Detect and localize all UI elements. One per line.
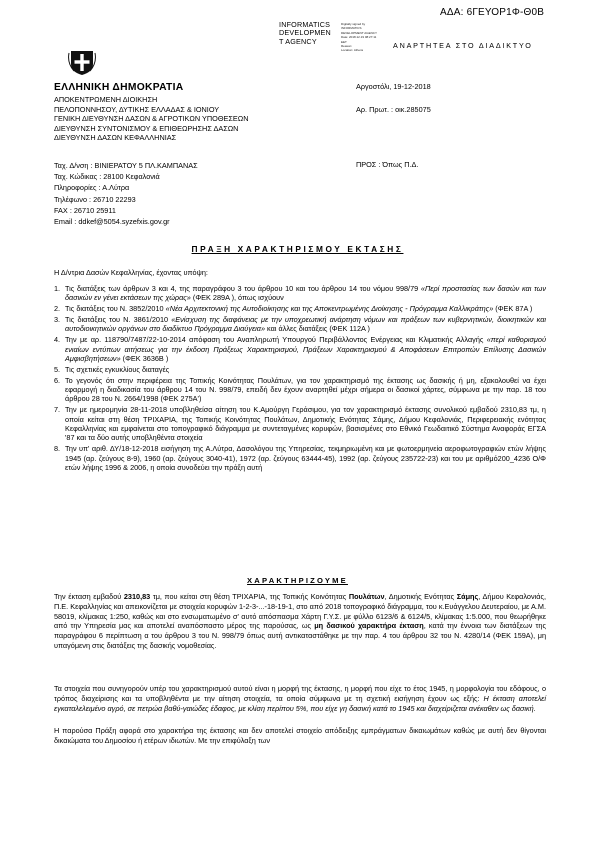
item-text: Τις διατάξεις των άρθρων 3 και 4, της παραγράφου 3 του άρθρου 10 και του άρθρου 14 του νόμου 998/79 bbox=[65, 284, 421, 293]
list-item bbox=[54, 335, 546, 363]
contact-details bbox=[54, 160, 198, 227]
sig-line: DEVELOPMENT AGENCY bbox=[341, 30, 377, 35]
list-item bbox=[54, 365, 546, 374]
area-value: 2310,83 bbox=[123, 592, 151, 601]
item-text: Την με ημερομηνία 28-11-2018 υποβληθείσα αίτηση του Κ.Αμούργη Γεράσιμου, για τον χαρακτηρισμό έκτασης συνολικού εμβαδού 2310,83 τμ, η οποία κείται στη θέση ΤΡΙΧΑΡΙΑ, της Τοπικής Κοινότητας Πουλάτων, Δημοτικής Ενότητας Σάμης, Δήμου Κεφαλονιάς, Περιφερειακής ενότητας Κεφαλληνίας και εμφαίνεται στο τοπογραφικό διάγραμμα με συντεταγμένες κορυφών, βασισμένες στο Εθνικό Γεωδαιτικό Σύστημα Αναφοράς ΕΓΣΑ '87 και τα δύο αυτής υποβληθέντα στοιχεία bbox=[65, 405, 546, 443]
sig-line: Location: Athens bbox=[341, 48, 364, 53]
para-text: , κατά την έννοια των διατάξεων της παραγράφου 6 περίπτωση α του άρθρου 3 του Ν. 998/79 όπως αυτή αντικαταστάθηκε με την παρ. 4 του άρθρου 32 του Ν. 4280/14 (ΦΕΚ 159Α), μη υπαγόμενη στις διατάξεις της δασικής νομοθεσίας. bbox=[54, 621, 546, 650]
place-date: Αργοστόλι, 19-12-2018 bbox=[356, 82, 431, 91]
para-text: τμ, που κείται στη θέση ΤΡΙΧΑΡΙΑ, της Τοπικής Κοινότητας bbox=[150, 592, 349, 601]
sig-line: Reason: bbox=[341, 44, 353, 49]
characterization-result: μη δασικού χαρακτήρα έκταση bbox=[314, 621, 424, 631]
item-italic-text: «Περί προστασίας των δασών και των δασικών εν γένει εκτάσεων της χώρας» bbox=[65, 284, 546, 303]
list-item bbox=[54, 376, 546, 404]
item-number: 3. bbox=[54, 315, 61, 324]
contact-address: Ταχ. Δ/νση : ΒΙΝΙΕΡΑΤΟΥ 5 ΠΛ.ΚΑΜΠΑΝΑΣ bbox=[54, 161, 198, 170]
contact-fax: FAX : 26710 25911 bbox=[54, 205, 116, 215]
authority-line: ΑΠΟΚΕΝΤΡΩΜΕΝΗ ΔΙΟΙΚΗΣΗ bbox=[54, 95, 158, 104]
decision-paragraph bbox=[54, 592, 546, 651]
item-italic-text: «περί καθορισμού ενιαίων εντύπων αιτήσεως για την έκδοση Πράξεως Χαρακτηρισμού, Πράξεων Χαρακτηρισμού & Αποφάσεων Επιτροπών Επίλυσης Δασικών Αμφισβητήσεων» bbox=[65, 335, 546, 364]
authority-line: ΓΕΝΙΚΗ ΔΙΕΥΘΥΝΣΗ ΔΑΣΩΝ & ΑΓΡΟΤΙΚΩΝ ΥΠΟΘΕΣΕΩΝ bbox=[54, 114, 249, 124]
list-item bbox=[54, 444, 546, 472]
item-number: 6. bbox=[54, 375, 61, 385]
item-text-tail: και άλλες διατάξεις (ΦΕΚ 112Α ) bbox=[265, 324, 370, 334]
sig-line: Date: 2018.12.19 08:27:11 bbox=[341, 35, 377, 40]
sig-line: EET bbox=[341, 39, 347, 44]
list-item bbox=[54, 284, 546, 303]
document-title: ΠΡΑΞΗ ΧΑΡΑΚΤΗΡΙΣΜΟΥ ΕΚΤΑΣΗΣ bbox=[191, 244, 404, 254]
list-item bbox=[54, 405, 546, 443]
item-number: 8. bbox=[54, 444, 61, 454]
considerations-list bbox=[54, 284, 546, 474]
item-number: 2. bbox=[54, 304, 61, 314]
item-number: 5. bbox=[54, 364, 61, 374]
item-number: 4. bbox=[54, 335, 61, 345]
list-item bbox=[54, 315, 546, 334]
justification-paragraph bbox=[54, 684, 546, 713]
para-text: , Δημοτικής Ενότητας bbox=[384, 592, 457, 601]
item-text-tail: (ΦΕΚ 87Α ) bbox=[493, 304, 533, 314]
item-text: Την υπ' αριθ. ΔΥ/18-12-2018 εισήγηση της Α.Λύτρα, Δασολόγου της Υπηρεσίας, τεκμηριωμένη και με φωτοερμηνεία αεροφωτογραφιών ετών λήψης 1945 (αρ. ζεύγους 8-9), 1960 (αρ. ζεύγους 3040-41), 1972 (αρ. ζεύγους 63444-45), 1992 (αρ. ζεύγους 235722-23) και του με αριθμό200_4236 Ο/Φ ετών λήψης 1996 & 2006, η οποία συνοδεύει την πράξη αυτή bbox=[65, 444, 546, 473]
item-text-tail: (ΦΕΚ 289Α ), όπως ισχύουν bbox=[190, 293, 284, 303]
sig-line: Digitally signed by bbox=[341, 22, 366, 26]
item-italic-text: «Ενίσχυση της διαφάνειας με την υποχρεωτική ανάρτηση νόμων και πράξεων των κυβερνητικών, διοικητικών και αυτοδιοικητικών οργάνων στο διαδίκτυο Πρόγραμμα Διαύγεια» bbox=[65, 315, 547, 334]
item-text: Την με αρ. 118790/7487/22-10-2014 απόφαση του Αναπληρωτή Υπουργού Περιβάλλοντος Ενέργειας και Κλιματικής Αλλαγής bbox=[65, 335, 487, 345]
contact-postcode: Ταχ. Κώδικας : 28100 Κεφαλονιά bbox=[54, 172, 160, 182]
item-number: 7. bbox=[54, 405, 61, 415]
republic-heading: ΕΛΛΗΝΙΚΗ ΔΗΜΟΚΡΑΤΙΑ bbox=[54, 82, 184, 93]
item-text: Τις διατάξεις του Ν. 3861/2010 bbox=[65, 315, 172, 324]
item-text: Τις σχετικές εγκυκλίους διαταγές bbox=[65, 364, 170, 374]
contact-info-person: Πληροφορίες : Α.Λύτρα bbox=[54, 183, 130, 193]
internet-posting-notice: ΑΝΑΡΤΗΤΕΑ ΣΤΟ ΔΙΑΔΙΚΤΥΟ bbox=[393, 41, 533, 50]
signature-agency-label bbox=[279, 21, 341, 46]
reservation-paragraph: Η παρούσα Πράξη αφορά στο χαρακτήρα της έκτασης και δεν αποτελεί στοιχείο απόδειξης εμπράγματων δικαιωμάτων καθώς με αυτή δεν θίγονται δικαιώματα του Δημοσίου ή ετέρων ιδιωτών. Με την επιφύλαξη των bbox=[54, 726, 546, 745]
authority-line: ΠΕΛΟΠΟΝΝΗΣΟΥ, ΔΥΤΙΚΗΣ ΕΛΛΑΔΑΣ & ΙΟΝΙΟΥ bbox=[54, 104, 220, 114]
digital-signature-details bbox=[341, 22, 391, 53]
agency-line-3: T AGENCY bbox=[279, 36, 317, 46]
authority-line: ΔΙΕΥΘΥΝΣΗ ΔΑΣΩΝ ΚΕΦΑΛΛΗΝΙΑΣ bbox=[54, 133, 177, 143]
ada-code: ΑΔΑ: 6ΓΕΥΟΡ1Φ-Θ0Β bbox=[440, 7, 545, 18]
agency-line-2: DEVELOPMEN bbox=[279, 28, 331, 38]
sig-line: INFORMATICS bbox=[341, 26, 362, 31]
decision-heading: ΧΑΡΑΚΤΗΡΙΖΟΥΜΕ bbox=[247, 576, 348, 585]
recipient: ΠΡΟΣ : Όπως Π.Δ. bbox=[356, 160, 419, 169]
para-italic-text: Η έκταση αποτελεί εγκαταλελειμένο αγρό, σε πετρώα βαθύ-γαιώδες έδαφος, με κλίση περίπου 5%, που είχε γη δασική κατά το 1945 και διαχείριζεται ανέκαθεν ως δασική. bbox=[54, 693, 546, 713]
para-text: Την έκταση εμβαδού bbox=[54, 592, 124, 601]
document-meta bbox=[356, 82, 431, 114]
community-name: Πουλάτων bbox=[348, 592, 385, 601]
item-number: 1. bbox=[54, 284, 61, 293]
intro-line: Η Δ/ντρια Δασών Κεφαλληνίας, έχοντας υπόψη: bbox=[54, 268, 208, 277]
item-text: Το γεγονός ότι στην περιφέρεια της Τοπικής Κοινότητας Πουλάτων, για τον χαρακτηρισμό της έκτασης ως δασικής ή μη, εξακολουθεί να έχει εφαρμογή η διαδικασία του άρθρου 14 του Ν. 998/79, επειδή δεν έχουν αναρτηθεί μέχρι σήμερα οι δασικοί χάρτες, σύμφωνα με την παρ. 18 του άρθρου 28 του Ν. 2664/1998 (ΦΕΚ 275Α') bbox=[65, 375, 546, 404]
para-text: Τα στοιχεία που συνηγορούν υπέρ του χαρακτηρισμού αυτού είναι η μορφή της έκτασης, η μορφή που είχε το έτος 1945, η μορφολογία του εδάφους, ο τρόπος διαχείρισης και τα υποβληθέντα με την αίτηση στοιχεία, τα οποία σύμφωνα με τη σχετική εισήγηση έχουν ως εξής: bbox=[54, 684, 546, 703]
list-item bbox=[54, 304, 546, 313]
item-text-tail: (ΦΕΚ 3636Β ) bbox=[120, 354, 169, 364]
contact-email[interactable]: Email : ddkef@5054.syzefxis.gov.gr bbox=[54, 217, 170, 227]
unit-name: Σάμης bbox=[456, 592, 479, 601]
authority-line: ΔΙΕΥΘΥΝΣΗ ΣΥΝΤΟΝΙΣΜΟΥ & ΕΠΙΘΕΩΡΗΣΗΣ ΔΑΣΩΝ bbox=[54, 123, 239, 133]
contact-phone: Τηλέφωνο : 26710 22293 bbox=[54, 194, 136, 204]
protocol-number: Αρ. Πρωτ. : οικ.285075 bbox=[356, 105, 431, 114]
greek-emblem-icon bbox=[68, 50, 96, 76]
item-italic-text: «Νέα Αρχιτεκτονική της Αυτοδιοίκησης και της Αποκεντρωμένης Διοίκησης - Πρόγραμμα Καλλικράτης» bbox=[165, 304, 494, 314]
issuing-authority bbox=[54, 95, 249, 143]
agency-line-1: INFORMATICS bbox=[279, 20, 331, 29]
para-text: , Δήμου Κεφαλονιάς, Π.Ε. Κεφαλληνίας και απεικονίζεται με στοιχεία κορυφών 1-2-3-...-18-19-1, στο από 2018 τοπογραφικό διάγραμμα, του κ.Ευάγγελου Δευτεραίου, με Α.Μ. 58019, κλίμακας 1:250, καθώς και στο ενσωματωμένο σ' αυτό απόσπασμα Χάρτη Γ.Υ.Σ. με φύλλο 6123/6 & 6124/5, κλίμακας 1:5.000, που θεωρήθηκε από την Υπηρεσία μας και αποτελεί αναπόσπαστο μέρος της παρούσας, ως bbox=[54, 592, 546, 631]
item-text: Τις διατάξεις του Ν. 3852/2010 bbox=[65, 304, 166, 314]
